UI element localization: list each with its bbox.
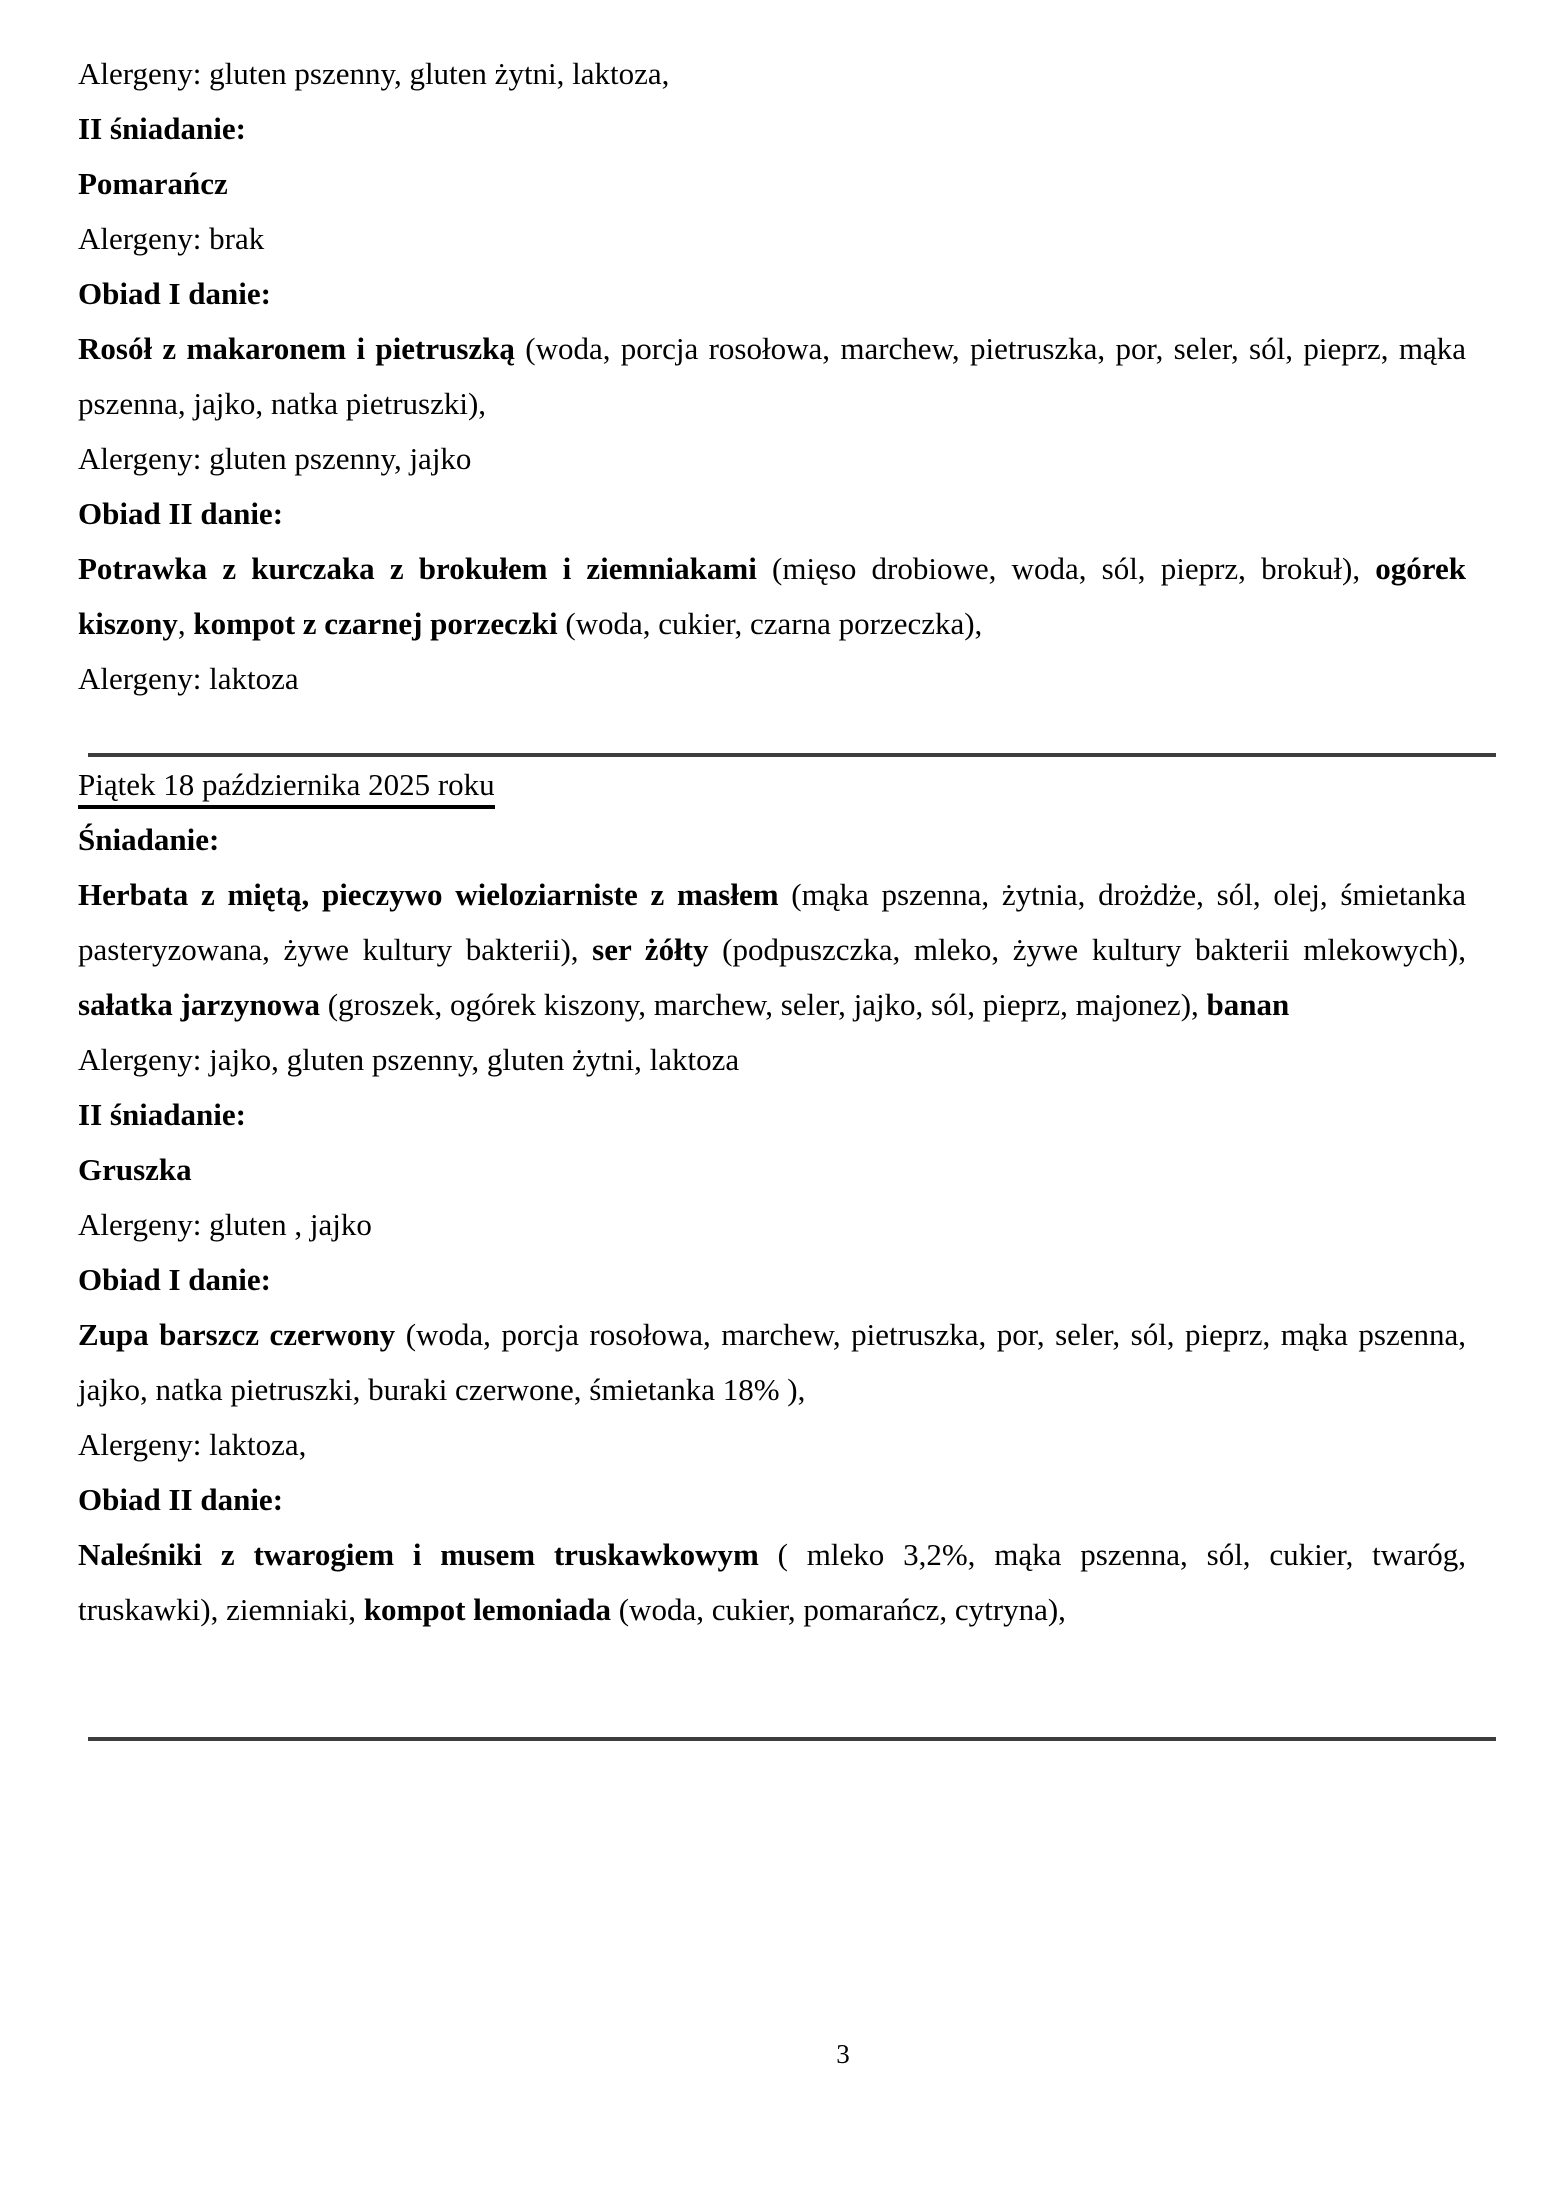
- second-breakfast-item: Pomarańcz: [78, 166, 228, 201]
- lunch-course1-description: Zupa barszcz czerwony (woda, porcja rosołowa, marchew, pietruszka, por, seler, sól, pieprz, mąka pszenna, jajko, natka pietruszki, buraki czerwone, śmietanka 18% ),: [78, 1317, 1466, 1407]
- allergens-line: Alergeny: brak: [78, 221, 265, 256]
- allergens-line: Alergeny: laktoza: [78, 661, 299, 696]
- allergens-line: Alergeny: gluten pszenny, gluten żytni, laktoza,: [78, 56, 670, 91]
- lunch-course1-label: Obiad I danie:: [78, 1262, 271, 1297]
- day-heading: [78, 757, 1466, 812]
- section-divider: [88, 1737, 1496, 1741]
- allergens-line: Alergeny: jajko, gluten pszenny, gluten żytni, laktoza: [78, 1042, 740, 1077]
- lunch-course2-label: Obiad II danie:: [78, 1482, 284, 1517]
- breakfast-description: Herbata z miętą, pieczywo wieloziarniste z masłem (mąka pszenna, żytnia, drożdże, sól, olej, śmietanka pasteryzowana, żywe kultury bakterii), ser żółty (podpuszczka, mleko, żywe kultury bakterii mlekowych), sałatka jarzynowa (groszek, ogórek kiszony, marchew, seler, jajko, sól, pieprz, majonez), banan: [78, 877, 1466, 1022]
- second-breakfast-label: II śniadanie:: [78, 1097, 246, 1132]
- allergens-line: Alergeny: gluten pszenny, jajko: [78, 441, 472, 476]
- second-breakfast-label: II śniadanie:: [78, 111, 246, 146]
- second-breakfast-item: Gruszka: [78, 1152, 192, 1187]
- lunch-course2-label: Obiad II danie:: [78, 496, 284, 531]
- document-content: [78, 46, 1466, 1741]
- allergens-line: Alergeny: laktoza,: [78, 1427, 307, 1462]
- allergens-line: Alergeny: gluten , jajko: [78, 1207, 372, 1242]
- page-number: 3: [836, 2039, 850, 2069]
- lunch-course2-description: Naleśniki z twarogiem i musem truskawkowym ( mleko 3,2%, mąka pszenna, sól, cukier, twaróg, truskawki), ziemniaki, kompot lemoniada (woda, cukier, pomarańcz, cytryna),: [78, 1537, 1466, 1627]
- lunch-course1-description: Rosół z makaronem i pietruszką (woda, porcja rosołowa, marchew, pietruszka, por, seler, sól, pieprz, mąka pszenna, jajko, natka pietruszki),: [78, 331, 1467, 421]
- lunch-course1-label: Obiad I danie:: [78, 276, 271, 311]
- lunch-course2-description: Potrawka z kurczaka z brokułem i ziemniakami (mięso drobiowe, woda, sól, pieprz, brokuł), ogórek kiszony, kompot z czarnej porzeczki (woda, cukier, czarna porzeczka),: [78, 551, 1466, 641]
- day-heading-text: Piątek 18 października 2025 roku: [78, 767, 495, 809]
- breakfast-label: Śniadanie:: [78, 822, 220, 857]
